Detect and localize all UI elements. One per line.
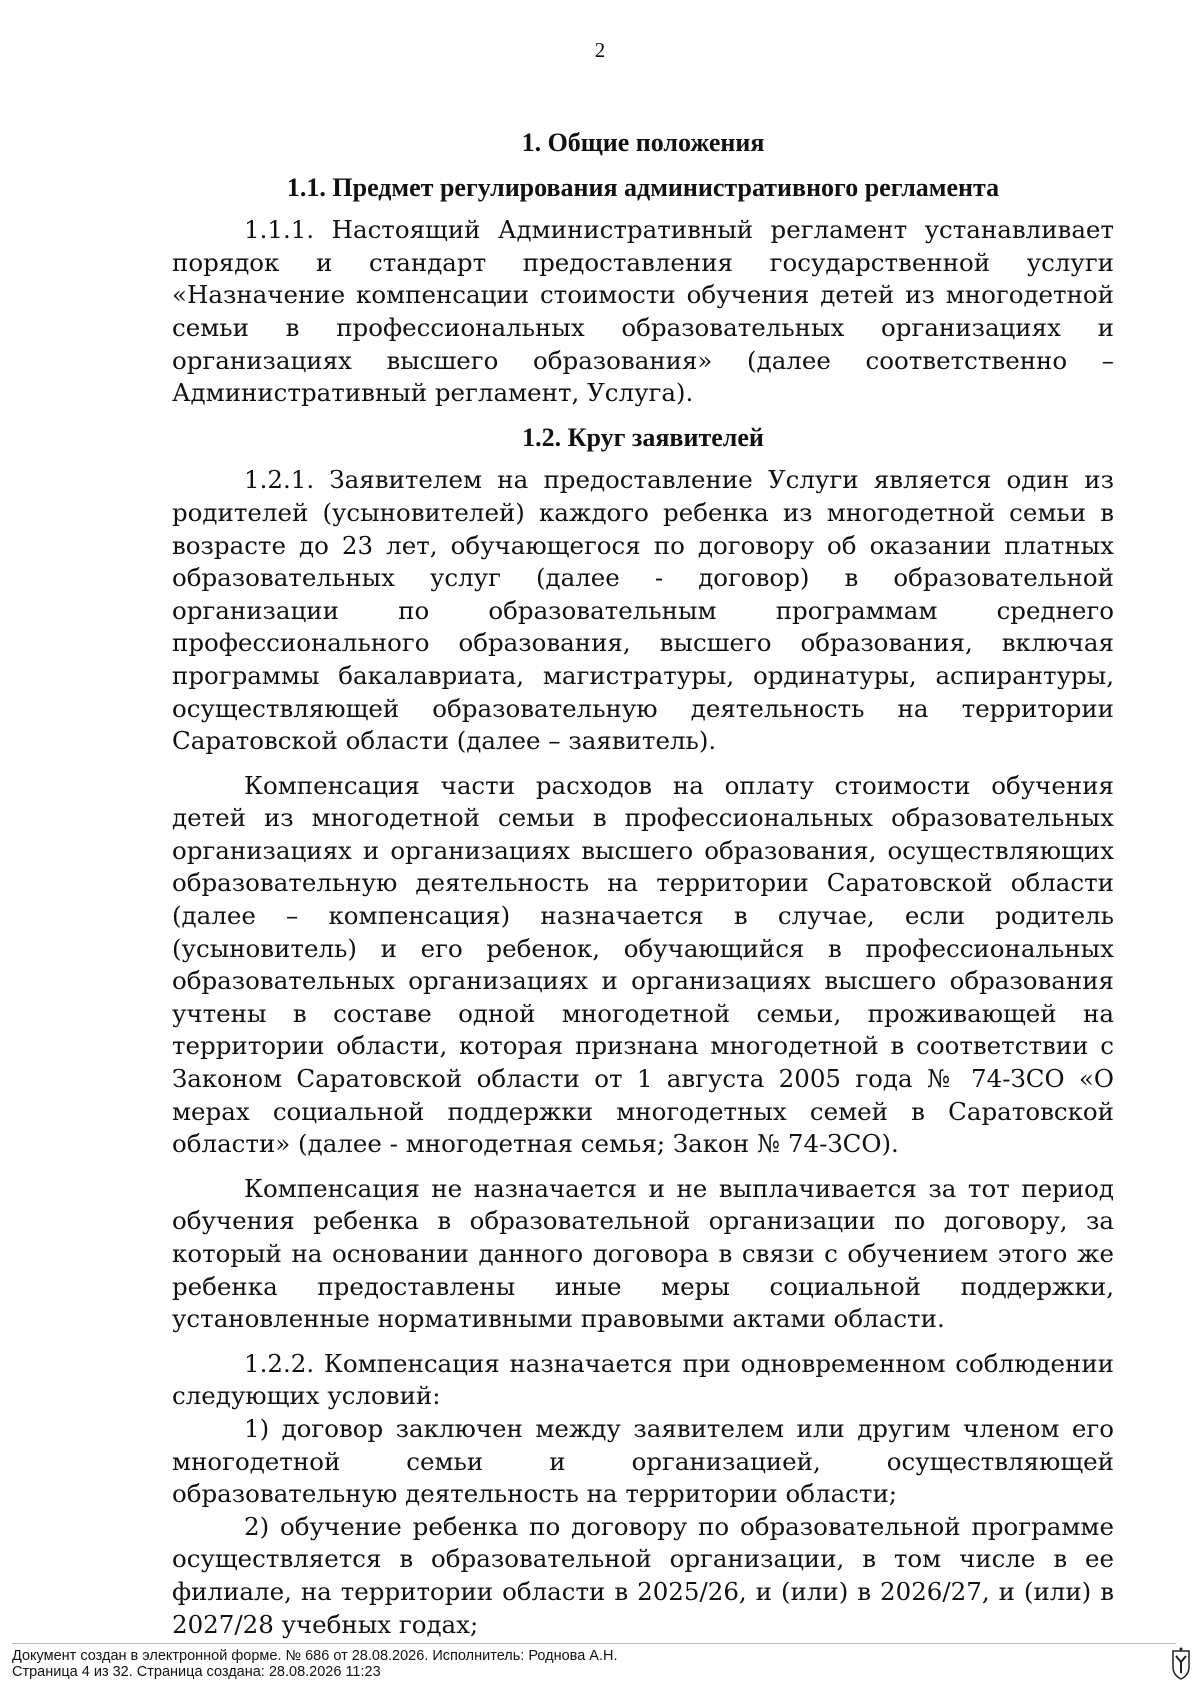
section-heading-subject: 1.1. Предмет регулирования административного регламента [286, 172, 1000, 202]
section-heading-applicants: 1.2. Круг заявителей [522, 422, 764, 452]
paragraph-compensation-not-assigned: Компенсация не назначается и не выплачивается за тот период обучения ребенка в образовательной организации по договору, за который на основании данного договора в связи с обучением этого же ребенка предоставлены иные меры социальной поддержки, установленные нормативными правовыми актами области. [172, 1173, 1114, 1334]
document-body [172, 127, 1114, 1641]
paragraph-condition-1: 1) договор заключен между заявителем или другим членом его многодетной семьи и организацией, осуществляющей образовательную деятельность на территории области; [172, 1413, 1114, 1509]
paragraph-1-2-1: 1.2.1. Заявителем на предоставление Услуги является один из родителей (усыновителей) каждого ребенка из многодетной семьи в возрасте до 23 лет, обучающегося по договору об оказании платных образовательных услуг (далее - договор) в образовательной организации по образовательным программам среднего профессионального образования, высшего образования, включая программы бакалавриата, магистратуры, ординатуры, аспирантуры, осуществляющей образовательную деятельность на территории Саратовской области (далее – заявитель). [172, 465, 1114, 756]
paragraph-1-2-2: 1.2.2. Компенсация назначается при одновременном соблюдении следующих условий: [172, 1348, 1114, 1411]
paragraph-compensation-assigned: Компенсация части расходов на оплату стоимости обучения детей из многодетной семьи в профессиональных образовательных организациях и организациях высшего образования, осуществляющих образовательную деятельность на территории Саратовской области (далее – компенсация) назначается в случае, если родитель (усыновитель) и его ребенок, обучающийся в профессиональных образовательных организациях и организациях высшего образования учтены в составе одной многодетной семьи, проживающей на территории области, которая признана многодетной в соответствии с Законом Саратовской области от 1 августа 2005 года № 74-ЗСО «О мерах социальной поддержки многодетных семей в Саратовской области» (далее - многодетная семья; Закон № 74-ЗСО). [172, 770, 1114, 1159]
paragraph-1-1-1: 1.1.1. Настоящий Административный регламент устанавливает порядок и стандарт предоставления государственной услуги «Назначение компенсации стоимости обучения детей из многодетной семьи в профессиональных образовательных организациях и организациях высшего образования» (далее соответственно – Административный регламент, Услуга). [172, 215, 1114, 408]
document-footer [12, 1648, 1184, 1680]
coat-of-arms-icon [1170, 1647, 1192, 1681]
footer-line-page: Страница 4 из 32. Страница создана: 28.08.2026 11:23 [12, 1664, 381, 1680]
paragraph-condition-2: 2) обучение ребенка по договору по образовательной программе осуществляется в образовательной организации, в том числе в ее филиале, на территории области в 2025/26, и (или) в 2026/27, и (или) в 2027/28 учебных годах; [172, 1511, 1114, 1639]
footer-line-document: Документ создан в электронной форме. № 686 от 28.08.2026. Исполнитель: Роднова А.Н. [12, 1648, 618, 1664]
page-number: 2 [594, 38, 606, 62]
footer-divider [12, 1643, 1176, 1644]
section-heading-general: 1. Общие положения [521, 128, 765, 157]
